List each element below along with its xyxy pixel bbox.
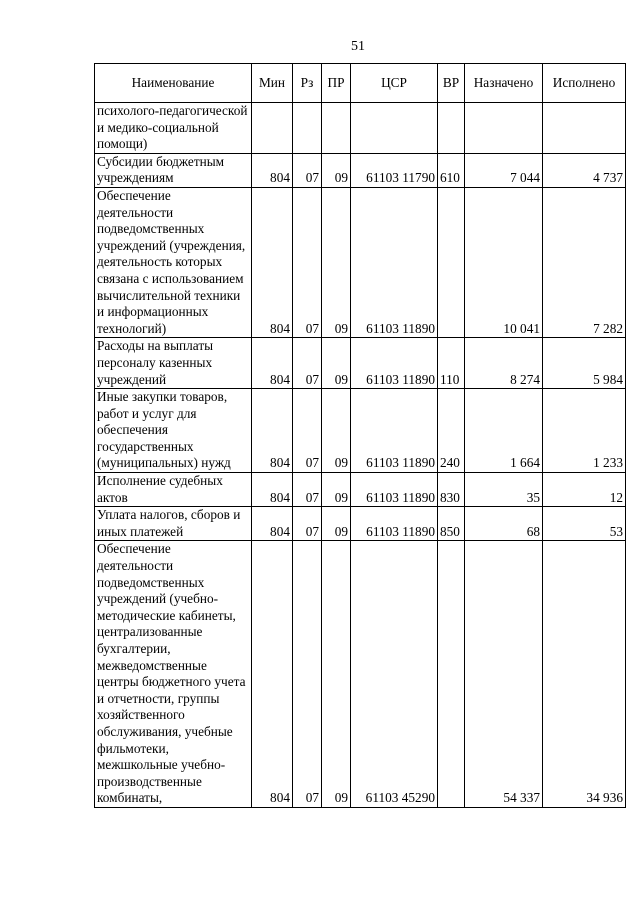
row-min: 804 [252,473,293,507]
row-executed: 5 984 [543,338,626,389]
header-rz: Рз [293,64,322,103]
row-rz: 07 [293,338,322,389]
header-pr: ПР [322,64,351,103]
row-pr: 09 [322,507,351,541]
row-min: 804 [252,507,293,541]
row-pr: 09 [322,153,351,187]
row-vr: 610 [438,153,465,187]
table-row [95,103,626,154]
row-csr: 61103 11890 [351,338,438,389]
row-name: Субсидии бюджетным учреждениям [95,153,252,187]
row-executed: 7 282 [543,187,626,337]
row-name: психолого-педагогической и медико-социальной помощи) [95,103,252,154]
row-csr: 61103 11790 [351,153,438,187]
row-rz: 07 [293,541,322,808]
row-min: 804 [252,187,293,337]
row-min: 804 [252,153,293,187]
row-rz: 07 [293,187,322,337]
row-vr [438,541,465,808]
header-executed: Исполнено [543,64,626,103]
row-rz: 07 [293,473,322,507]
row-assigned: 8 274 [465,338,543,389]
row-min: 804 [252,541,293,808]
row-name: Расходы на выплаты персоналу казенных учреждений [95,338,252,389]
row-assigned: 10 041 [465,187,543,337]
row-min: 804 [252,338,293,389]
row-csr: 61103 11890 [351,187,438,337]
row-rz: 07 [293,153,322,187]
header-vr: ВР [438,64,465,103]
table-row [95,389,626,473]
row-executed: 1 233 [543,389,626,473]
header-min: Мин [252,64,293,103]
row-pr: 09 [322,187,351,337]
row-vr [438,187,465,337]
row-executed: 4 737 [543,153,626,187]
table-row [95,153,626,187]
row-assigned: 7 044 [465,153,543,187]
row-vr: 240 [438,389,465,473]
row-executed: 34 936 [543,541,626,808]
row-min [252,103,293,154]
page-number: 51 [351,39,365,54]
header-assigned: Назначено [465,64,543,103]
row-pr: 09 [322,389,351,473]
row-executed: 12 [543,473,626,507]
row-assigned: 35 [465,473,543,507]
row-csr: 61103 11890 [351,389,438,473]
header-name: Наименование [95,64,252,103]
row-assigned: 54 337 [465,541,543,808]
row-assigned [465,103,543,154]
row-csr [351,103,438,154]
row-vr: 110 [438,338,465,389]
row-rz: 07 [293,507,322,541]
row-pr: 09 [322,541,351,808]
row-pr: 09 [322,338,351,389]
row-csr: 61103 45290 [351,541,438,808]
row-assigned: 1 664 [465,389,543,473]
row-pr [322,103,351,154]
budget-table [94,63,626,808]
row-name: Обеспечение деятельности подведомственных учреждений (учебно-методические кабинеты, централизованные бухгалтерии, межведомственные центры бюджетного учета и отчетности, группы хозяйственного обслуживания, учебные фильмотеки, межшкольные учебно-производственные комбинаты, [95,541,252,808]
row-executed: 53 [543,507,626,541]
table-row [95,507,626,541]
row-vr: 830 [438,473,465,507]
row-executed [543,103,626,154]
table-row [95,541,626,808]
row-name: Обеспечение деятельности подведомственных учреждений (учреждения, деятельность которых связана с использованием вычислительной техники и информационных технологий) [95,187,252,337]
row-pr: 09 [322,473,351,507]
row-csr: 61103 11890 [351,507,438,541]
header-csr: ЦСР [351,64,438,103]
row-name: Уплата налогов, сборов и иных платежей [95,507,252,541]
row-csr: 61103 11890 [351,473,438,507]
row-vr [438,103,465,154]
row-rz: 07 [293,389,322,473]
header-row [95,64,626,103]
table-row [95,338,626,389]
row-vr: 850 [438,507,465,541]
table-row [95,187,626,337]
row-min: 804 [252,389,293,473]
row-name: Иные закупки товаров, работ и услуг для обеспечения государственных (муниципальных) нужд [95,389,252,473]
row-assigned: 68 [465,507,543,541]
row-rz [293,103,322,154]
row-name: Исполнение судебных актов [95,473,252,507]
table-row [95,473,626,507]
